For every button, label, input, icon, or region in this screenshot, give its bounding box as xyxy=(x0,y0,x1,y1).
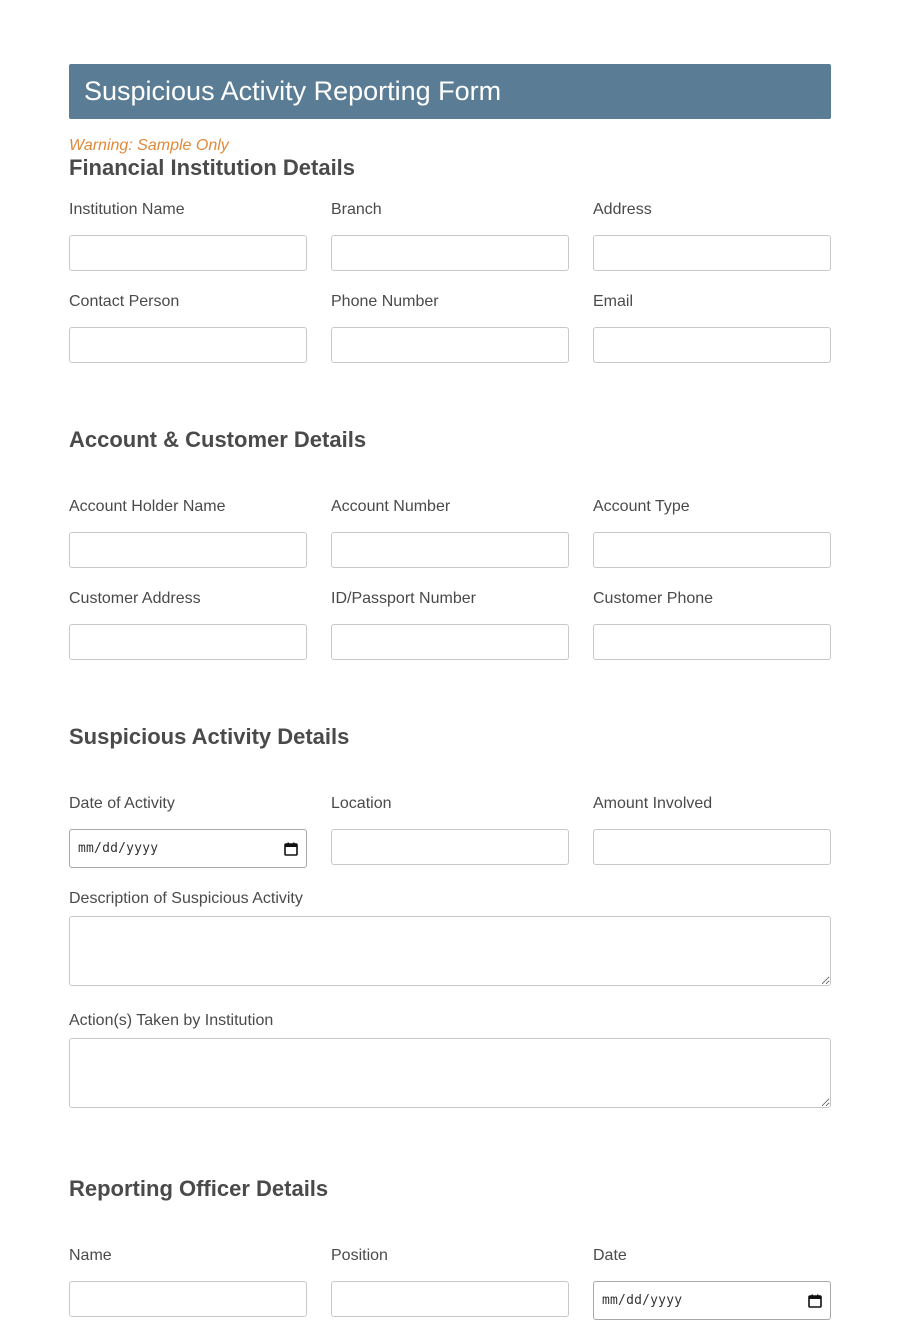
account-holder-name-label: Account Holder Name xyxy=(69,498,226,515)
form-header xyxy=(69,64,831,119)
field-date-of-activity xyxy=(69,795,307,868)
branch-input[interactable] xyxy=(331,235,569,271)
customer-phone-input[interactable] xyxy=(593,624,831,660)
officer-name-input[interactable] xyxy=(69,1281,307,1317)
officer-date-input[interactable] xyxy=(593,1281,831,1320)
email-label: Email xyxy=(593,293,634,310)
field-customer-address xyxy=(69,590,307,660)
phone-number-label: Phone Number xyxy=(331,293,439,310)
institution-name-input[interactable] xyxy=(69,235,307,271)
branch-label: Branch xyxy=(331,201,382,218)
officer-date-label: Date xyxy=(593,1247,627,1264)
field-id-passport-number xyxy=(331,590,569,660)
account-number-label: Account Number xyxy=(331,498,451,515)
field-institution-name xyxy=(69,201,307,271)
field-actions-taken xyxy=(69,1012,831,1108)
warning-note: Warning: Sample Only xyxy=(69,137,229,154)
calendar-icon[interactable] xyxy=(808,1294,822,1308)
field-officer-position xyxy=(331,1247,569,1317)
phone-number-input[interactable] xyxy=(331,327,569,363)
institution-name-label: Institution Name xyxy=(69,201,185,218)
account-type-label: Account Type xyxy=(593,498,690,515)
field-location xyxy=(331,795,569,865)
field-account-number xyxy=(331,498,569,568)
field-customer-phone xyxy=(593,590,831,660)
account-type-input[interactable] xyxy=(593,532,831,568)
email-input[interactable] xyxy=(593,327,831,363)
description-label: Description of Suspicious Activity xyxy=(69,890,303,907)
amount-involved-label: Amount Involved xyxy=(593,795,713,812)
officer-position-label: Position xyxy=(331,1247,388,1264)
contact-person-input[interactable] xyxy=(69,327,307,363)
description-textarea[interactable] xyxy=(69,916,831,986)
field-address xyxy=(593,201,831,271)
section-title-officer: Reporting Officer Details xyxy=(69,1176,329,1201)
customer-address-label: Customer Address xyxy=(69,590,201,607)
location-input[interactable] xyxy=(331,829,569,865)
date-of-activity-label: Date of Activity xyxy=(69,795,175,812)
account-holder-name-input[interactable] xyxy=(69,532,307,568)
field-phone-number xyxy=(331,293,569,363)
date-placeholder: mm/dd/yyyy xyxy=(78,841,159,856)
calendar-icon[interactable] xyxy=(284,842,298,856)
date-of-activity-input[interactable] xyxy=(69,829,307,868)
location-label: Location xyxy=(331,795,392,812)
field-account-type xyxy=(593,498,831,568)
section-title-financial: Financial Institution Details xyxy=(69,155,356,180)
field-amount-involved xyxy=(593,795,831,865)
field-email xyxy=(593,293,831,363)
form-title: Suspicious Activity Reporting Form xyxy=(84,76,502,106)
customer-address-input[interactable] xyxy=(69,624,307,660)
account-number-input[interactable] xyxy=(331,532,569,568)
field-officer-name xyxy=(69,1247,307,1317)
actions-taken-textarea[interactable] xyxy=(69,1038,831,1108)
officer-name-label: Name xyxy=(69,1247,112,1264)
address-input[interactable] xyxy=(593,235,831,271)
field-description xyxy=(69,890,831,986)
id-passport-number-input[interactable] xyxy=(331,624,569,660)
actions-taken-label: Action(s) Taken by Institution xyxy=(69,1012,274,1029)
section-title-account: Account & Customer Details xyxy=(69,427,367,452)
officer-date-placeholder: mm/dd/yyyy xyxy=(602,1293,683,1308)
amount-involved-input[interactable] xyxy=(593,829,831,865)
field-contact-person xyxy=(69,293,307,363)
field-officer-date xyxy=(593,1247,831,1320)
field-account-holder-name xyxy=(69,498,307,568)
id-passport-number-label: ID/Passport Number xyxy=(331,590,476,607)
contact-person-label: Contact Person xyxy=(69,293,180,310)
address-label: Address xyxy=(593,201,652,218)
officer-position-input[interactable] xyxy=(331,1281,569,1317)
section-title-activity: Suspicious Activity Details xyxy=(69,724,350,749)
field-branch xyxy=(331,201,569,271)
customer-phone-label: Customer Phone xyxy=(593,590,714,607)
